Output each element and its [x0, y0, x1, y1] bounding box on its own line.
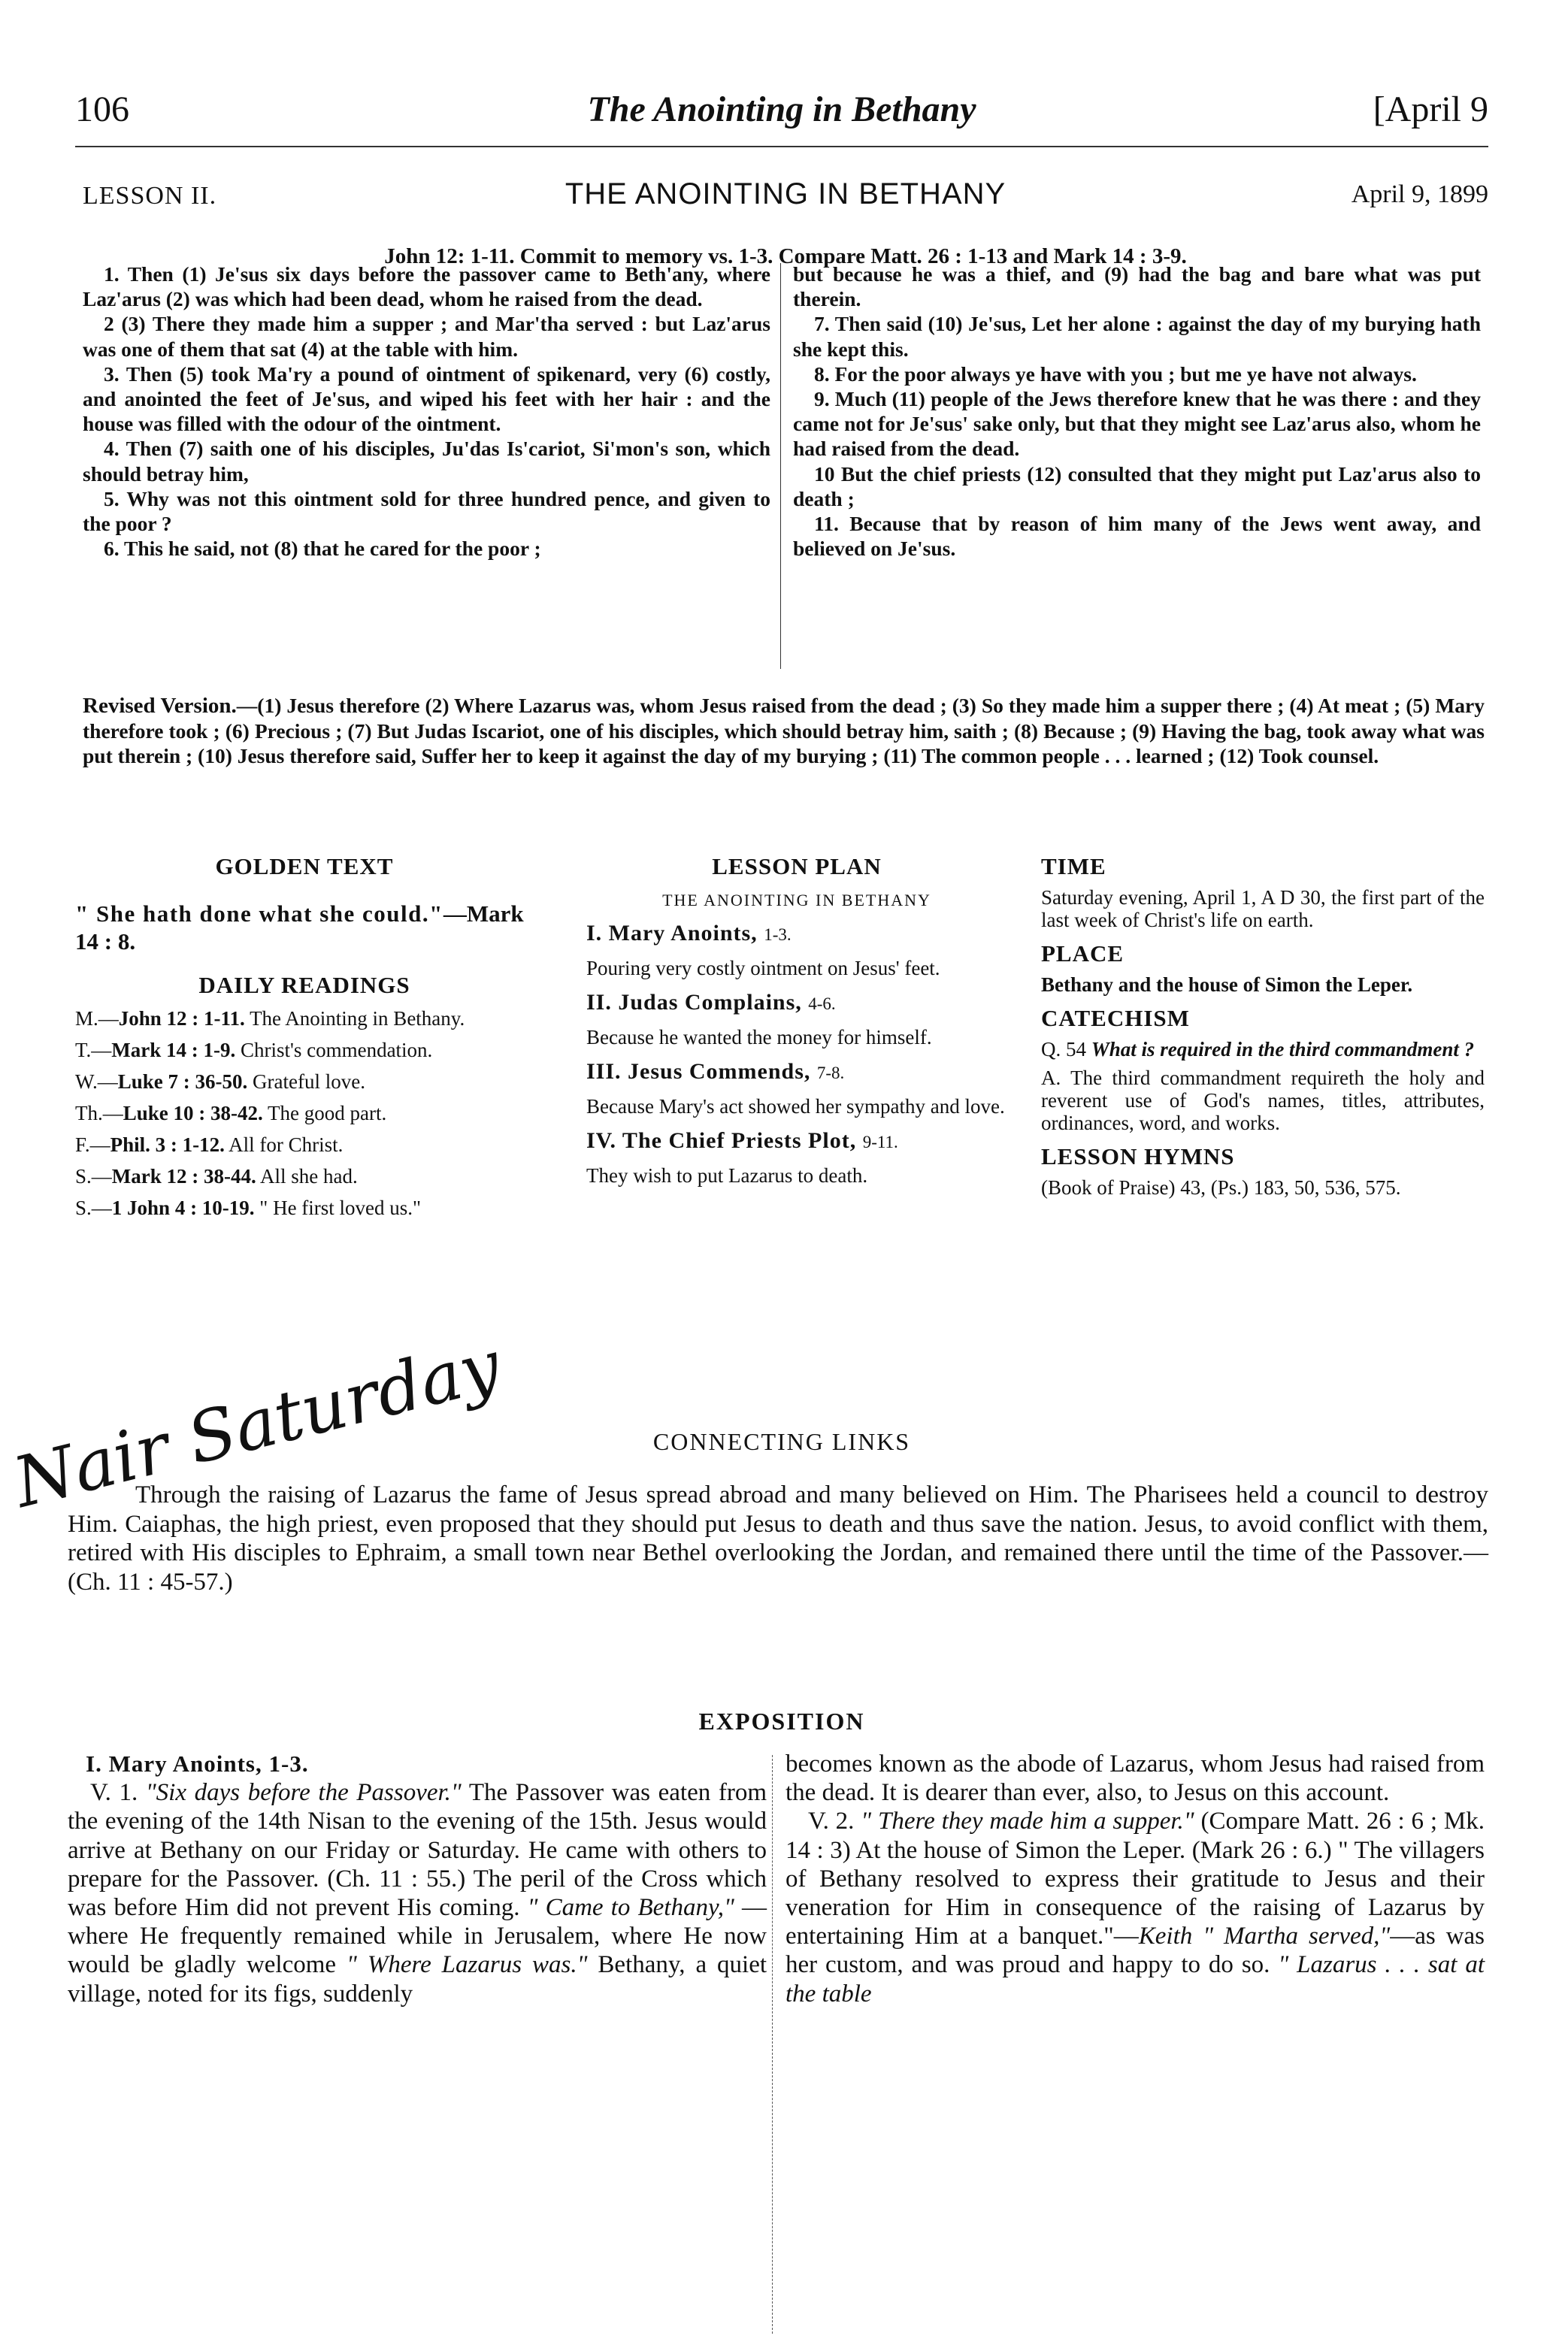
- catechism-q-label: Q. 54: [1041, 1038, 1086, 1061]
- exposition-text: The Passover was eaten from the evening of the 14th Nisan to the evening of the 15th. Jesus would arrive at Bethany on our Friday or Saturday. He came with others to prepare for the Passover. (Ch. 11 : 55.) The peril of the Cross which was before Him did not prevent His coming.: [68, 1779, 767, 1922]
- plan-point: [586, 990, 1007, 1017]
- column-divider: [772, 1755, 773, 2334]
- header-rule: [75, 146, 1488, 147]
- verse-quote: " Martha served,": [1203, 1923, 1391, 1950]
- plan-point-desc: Because Mary's act showed her sympathy and love.: [586, 1095, 1005, 1118]
- golden-text-heading: GOLDEN TEXT: [215, 853, 394, 879]
- reading-title: All for Christ.: [229, 1133, 344, 1156]
- place-heading: PLACE: [1041, 940, 1125, 967]
- lesson-hymns-text: (Book of Praise) 43, (Ps.) 183, 50, 536, 575.: [1041, 1176, 1401, 1199]
- time-text: Saturday evening, April 1, A D 30, the first part of the last week of Christ's life on earth.: [1041, 886, 1485, 931]
- scripture-reference: John 12: 1-11. Commit to memory vs. 1-3. Compare Matt. 26 : 1-13 and Mark 14 : 3-9.: [384, 244, 1187, 268]
- connecting-links-heading: CONNECTING LINKS: [652, 1428, 911, 1455]
- lesson-number: LESSON II.: [83, 182, 217, 210]
- running-title: The Anointing in Bethany: [587, 89, 976, 129]
- reading-title: All she had.: [260, 1165, 358, 1188]
- reading-item: [75, 1101, 534, 1125]
- reading-day: T.—: [75, 1039, 112, 1061]
- reading-day: M.—: [75, 1007, 119, 1030]
- reading-item: [75, 1164, 534, 1188]
- verse-quote: " Where Lazarus was.": [347, 1951, 588, 1979]
- reading-item: [75, 1133, 534, 1157]
- plan-point-desc: Because he wanted the money for himself.: [586, 1026, 932, 1048]
- plan-point-verses: 1-3.: [764, 925, 792, 944]
- verse: 7. Then said (10) Je'sus, Let her alone : against the day of my burying hath she kept this.: [793, 312, 1481, 361]
- plan-point: [586, 1128, 1007, 1155]
- verse: 9. Much (11) people of the Jews therefore knew that he was there : and they came not for Je'sus' sake only, but that they might see Laz'arus also, whom he had raised from the dead.: [793, 387, 1481, 461]
- reading-day: F.—: [75, 1133, 110, 1156]
- plan-point-title: II. Judas Complains,: [586, 990, 802, 1015]
- verse: 11. Because that by reason of him many of the Jews went away, and believed on Je'sus.: [793, 512, 1481, 561]
- verse: but because he was a thief, and (9) had the bag and bare what was put therein.: [793, 262, 1481, 311]
- revised-version-text: —(1) Jesus therefore (2) Where Lazarus was, whom Jesus raised from the dead ; (3) So they made him a supper there ; (4) At meat ; (5) Mary therefore took ; (6) Precious ; (7) But Judas Iscariot, one of his disciples, which should betray him, saith ; (8) Because ; (9) Having the bag, took away what was put therein ; (10) Jesus therefore said, Suffer her to keep it against the day of my burying ; (11) The common people . . . learned ; (12) Took counsel.: [83, 694, 1485, 767]
- golden-text-column: [75, 853, 534, 1220]
- reading-day: S.—: [75, 1165, 112, 1188]
- plan-point-title: I. Mary Anoints,: [586, 921, 758, 946]
- exposition-subheading: I. Mary Anoints, 1-3.: [86, 1750, 309, 1777]
- golden-text: [75, 900, 534, 955]
- reading-title: The Anointing in Bethany.: [250, 1007, 465, 1030]
- handwritten-note-text: Nair Saturday: [5, 1324, 508, 1523]
- reading-day: W.—: [75, 1070, 118, 1093]
- revised-version-label: Revised Version.: [83, 694, 237, 718]
- catechism-answer: A. The third commandment requireth the holy and reverent use of God's names, titles, attributes, ordinances, word, and works.: [1041, 1067, 1485, 1134]
- reading-day: S.—: [75, 1197, 112, 1219]
- place-text: Bethany and the house of Simon the Leper.: [1041, 973, 1413, 996]
- reading-title: " He first loved us.": [259, 1197, 422, 1219]
- plan-point-title: III. Jesus Commends,: [586, 1059, 811, 1084]
- verse: 4. Then (7) saith one of his disciples, Ju'das Is'cariot, Si'mon's son, which should betray him,: [83, 437, 770, 486]
- golden-text-ref: —Mark 14 : 8.: [75, 900, 524, 955]
- lesson-header: [83, 177, 1488, 222]
- reading-day: Th.—: [75, 1102, 123, 1124]
- reading-item: [75, 1038, 534, 1062]
- exposition-paragraph: [68, 1778, 767, 2008]
- exposition-right-column: [786, 1750, 1485, 2008]
- verse-quote: " Lazarus . . . sat at the table: [786, 1951, 1485, 2008]
- daily-readings-heading: DAILY READINGS: [198, 972, 410, 998]
- verse-label: V. 2.: [808, 1808, 855, 1835]
- exposition-paragraph: [786, 1807, 1485, 2008]
- lesson-info-column: [1041, 853, 1485, 1208]
- exposition-text: — where He frequently remained while in Jerusalem, where He now would be gladly welcome: [68, 1894, 767, 1979]
- plan-point-verses: 9-11.: [862, 1133, 898, 1151]
- reading-ref: 1 John 4 : 10-19.: [111, 1197, 255, 1219]
- verse: 3. Then (5) took Ma'ry a pound of ointment of spikenard, very (6) costly, and anointed the feet of Je'sus, and wiped his feet with her hair : and the house was filled with the odour of the ointment.: [83, 362, 770, 436]
- exposition-text: Bethany, a quiet village, noted for its figs, suddenly: [68, 1951, 767, 2008]
- revised-version: [83, 693, 1485, 768]
- lesson-plan-subtitle: THE ANOINTING IN BETHANY: [662, 891, 931, 909]
- catechism-heading: CATECHISM: [1041, 1005, 1190, 1031]
- catechism-question: [1041, 1038, 1485, 1061]
- golden-text-quote: " She hath done what she could.": [75, 900, 443, 927]
- verse-quote: " Came to Bethany,": [527, 1894, 734, 1922]
- lesson-plan-heading: LESSON PLAN: [712, 853, 882, 879]
- reading-ref: Luke 7 : 36-50.: [117, 1070, 248, 1093]
- scripture-right-column: [793, 262, 1481, 561]
- plan-point-title: IV. The Chief Priests Plot,: [586, 1128, 857, 1153]
- running-head: [75, 89, 1488, 141]
- reading-ref: Mark 14 : 1-9.: [111, 1039, 236, 1061]
- plan-point-verses: 4-6.: [808, 994, 836, 1013]
- plan-point: [586, 921, 1007, 948]
- reading-title: The good part.: [268, 1102, 387, 1124]
- reading-title: Christ's commendation.: [240, 1039, 433, 1061]
- reading-ref: John 12 : 1-11.: [118, 1007, 245, 1030]
- reading-item: [75, 1006, 534, 1030]
- running-date: [April 9: [1373, 89, 1488, 129]
- column-divider: [780, 263, 781, 669]
- verse: 2 (3) There they made him a supper ; and Mar'tha served : but Laz'arus was one of them that sat (4) at the table with him.: [83, 312, 770, 361]
- exposition-heading: EXPOSITION: [698, 1708, 865, 1735]
- plan-point-desc: Pouring very costly ointment on Jesus' feet.: [586, 957, 940, 979]
- reading-ref: Mark 12 : 38-44.: [111, 1165, 256, 1188]
- plan-point-desc: They wish to put Lazarus to death.: [586, 1164, 868, 1187]
- lesson-hymns-heading: LESSON HYMNS: [1041, 1143, 1235, 1169]
- reading-title: Grateful love.: [253, 1070, 365, 1093]
- lesson-date: April 9, 1899: [1351, 180, 1488, 208]
- verse-quote: "Six days before the Passover.": [145, 1779, 462, 1807]
- reading-item: [75, 1196, 534, 1220]
- reading-ref: Phil. 3 : 1-12.: [110, 1133, 225, 1156]
- citation: Keith: [1138, 1923, 1193, 1950]
- verse-quote: " There they made him a supper.": [861, 1808, 1194, 1835]
- page-number: 106: [75, 89, 129, 129]
- scripture-left-column: [83, 262, 770, 561]
- verse: 10 But the chief priests (12) consulted that they might put Laz'arus also to death ;: [793, 461, 1481, 510]
- catechism-q-text: What is required in the third commandment ?: [1091, 1038, 1475, 1061]
- plan-point: [586, 1059, 1007, 1086]
- exposition-left-column: [68, 1750, 767, 2008]
- verse-label: V. 1.: [90, 1779, 138, 1807]
- lesson-title: THE ANOINTING IN BETHANY: [565, 177, 1006, 210]
- lesson-plan-column: [586, 853, 1007, 1187]
- reading-item: [75, 1070, 534, 1094]
- verse: 6. This he said, not (8) that he cared for the poor ;: [104, 537, 541, 561]
- exposition-text: (Compare Matt. 26 : 6 ; Mk. 14 : 3) At the house of Simon the Leper. (Mark 26 : 6.) " The villagers of Bethany resolved to express their gratitude to Jesus and their veneration for Him in consequence of the raising of Lazarus by entertaining Him at a banquet."—: [786, 1808, 1485, 1950]
- verse: 8. For the poor always ye have with you ; but me ye have not always.: [814, 362, 1417, 386]
- connecting-links-text: Through the raising of Lazarus the fame of Jesus spread abroad and many believed on Him. The Pharisees held a council to destroy Him. Caiaphas, the high priest, even proposed that they should put Jesus to death and thus save the nation. Jesus, to avoid conflict with them, retired with His disciples to Ephraim, a small town near Bethel overlooking the Jordan, and remained there until the time of the Passover.—(Ch. 11 : 45-57.): [68, 1481, 1488, 1596]
- exposition-paragraph: becomes known as the abode of Lazarus, whom Jesus had raised from the dead. It is dearer than ever, also, to Jesus on this account.: [786, 1750, 1485, 1807]
- plan-point-verses: 7-8.: [816, 1064, 845, 1082]
- exposition-text: —as was her custom, and was proud and happy to do so.: [786, 1923, 1485, 1979]
- time-heading: TIME: [1041, 853, 1106, 879]
- verse: 5. Why was not this ointment sold for three hundred pence, and given to the poor ?: [83, 486, 770, 536]
- reading-ref: Luke 10 : 38-42.: [123, 1102, 263, 1124]
- verse: 1. Then (1) Je'sus six days before the passover came to Beth'any, where Laz'arus (2) was which had been dead, whom he raised from the dead.: [83, 262, 770, 311]
